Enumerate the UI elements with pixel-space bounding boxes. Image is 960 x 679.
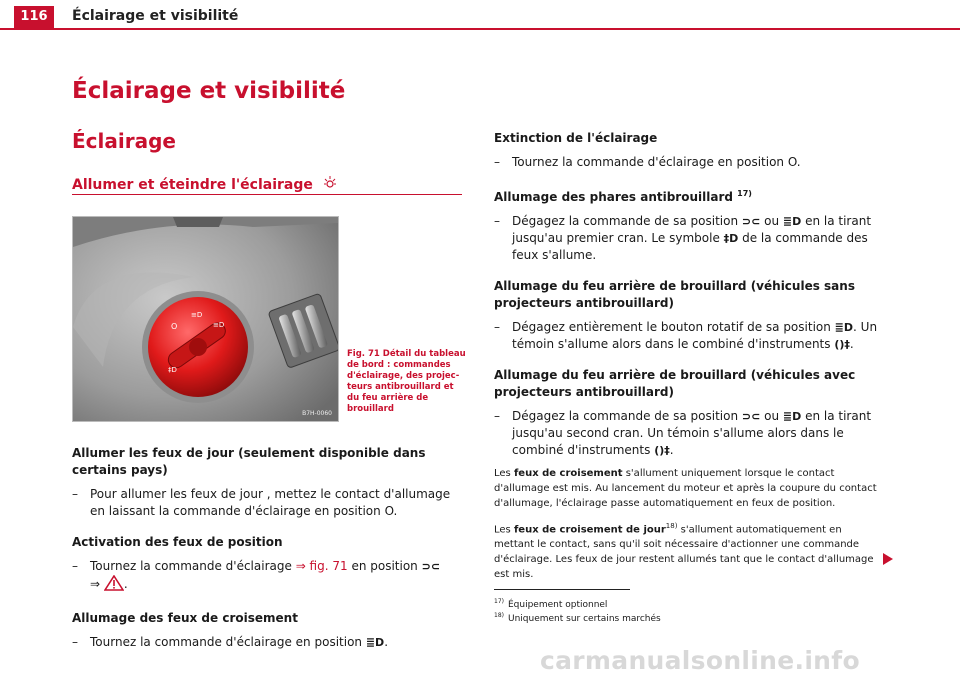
front-fog-heading-text: Allumage des phares antibrouillard xyxy=(494,190,733,204)
rear-fog-text-2: . Un témoin s'allume alors dans le combiné d'instruments xyxy=(512,320,878,351)
list-item: – Tournez la commande d'éclairage ⇒ fig. 71 en position ⊃⊂ ⇒ . xyxy=(72,558,467,596)
rear-fog-icon: ()‡ xyxy=(834,338,850,351)
next-page-arrow-icon[interactable] xyxy=(883,553,893,565)
list-item: – Tournez la commande d'éclairage en position O. xyxy=(494,155,801,169)
header-rule xyxy=(0,28,960,30)
warning-arrow: ⇒ xyxy=(90,577,101,591)
rear-fog-text: Dégagez entièrement le bouton rotatif de sa position xyxy=(512,320,835,334)
low-beam-icon: ≣D xyxy=(834,321,854,334)
subsection-rule xyxy=(72,194,462,195)
daytime-lights-heading: Allumer les feux de jour (seulement disponible dans certains pays) xyxy=(72,446,426,477)
page-number: 116 xyxy=(14,6,54,28)
running-title: Éclairage et visibilité xyxy=(72,8,239,24)
right-column xyxy=(494,130,886,459)
rear-fog-2-text-2: en la tirant jusqu'au second cran. Un témoin s'allume alors dans le combiné d'instruments xyxy=(512,409,872,457)
front-fog-icon: ‡D xyxy=(723,232,739,245)
footnote: $^{18)}$ Uniquement sur certains marchés xyxy=(494,612,661,624)
rear-fog-2-text: Dégagez la commande de sa position xyxy=(512,409,742,423)
dashboard-light-switch-figure xyxy=(72,216,339,422)
page-header xyxy=(0,0,960,28)
note-text: s'allument automatiquement en mettant le contact, sans qu'il soit nécessaire d'actionner une commande d'éclairage. Les feux de jour restent allumés tant que le contact d'allumage est mis. xyxy=(494,524,874,581)
lights-off-text: Tournez la commande d'éclairage en position O. xyxy=(512,155,801,169)
svg-text:≡D: ≡D xyxy=(213,321,225,329)
dashboard-photo xyxy=(73,217,338,421)
subsection-title-text: Allumer et éteindre l'éclairage xyxy=(72,177,313,193)
footnote-ref: 17) xyxy=(737,189,752,198)
daytime-lights-text: Pour allumer les feux de jour , mettez le contact d'allumage en laissant la commande d'éclairage en position O. xyxy=(90,487,451,518)
position-lights-text: Tournez la commande d'éclairage xyxy=(90,559,296,573)
parking-light-icon: ⊃⊂ xyxy=(741,215,761,228)
low-beam-icon: ≣D xyxy=(365,636,385,649)
position-lights-heading: Activation des feux de position xyxy=(72,535,283,549)
front-fog-text-2: en la tirant jusqu'au premier cran. Le symbole xyxy=(512,214,872,245)
parking-light-icon: ⊃⊂ xyxy=(741,410,761,423)
list-item: – Dégagez entièrement le bouton rotatif de sa position ≣D. Un témoin s'allume alors dans le combiné d'instruments ()‡. xyxy=(494,320,878,351)
parking-light-icon: ⊃⊂ xyxy=(421,560,441,573)
position-lights-text-2: en position xyxy=(347,559,422,573)
note-text: s'allument uniquement lorsque le contact d'allumage est mis. Au lancement du moteur et après la coupure du contact d'allumage, l'éclairage passe automatiquement en feux de position. xyxy=(494,468,877,509)
rear-fog-with-front-heading: Allumage du feu arrière de brouillard (véhicules avec projecteurs antibrouillard) xyxy=(494,368,856,399)
lighting-sun-icon xyxy=(322,175,338,195)
front-fog-text: Dégagez la commande de sa position xyxy=(512,214,742,228)
front-fog-text-3: de la commande des feux s'allume. xyxy=(512,231,868,262)
section-title: Éclairage xyxy=(72,129,176,153)
low-beam-icon: ≣D xyxy=(782,410,802,423)
note-bold-term: feux de croisement de jour xyxy=(513,524,666,536)
rear-fog-no-front-heading: Allumage du feu arrière de brouillard (véhicules sans projecteurs antibrouillard) xyxy=(494,279,855,310)
list-item: – Dégagez la commande de sa position ⊃⊂ ou ≣D en la tirant jusqu'au premier cran. Le symbole ‡D de la commande des feux s'allume. xyxy=(494,214,872,262)
list-item: – Tournez la commande d'éclairage en position ≣D. xyxy=(72,635,389,649)
front-fog-heading xyxy=(494,185,886,206)
warning-triangle-icon[interactable] xyxy=(104,575,124,596)
svg-text:O: O xyxy=(171,322,178,331)
footnote-rule xyxy=(494,589,630,590)
note-low-beam: Les feux de croisement s'allument uniquement lorsque le contact d'allumage est mis. Au lancement du moteur et après la coupure du contact d'allumage, l'éclairage passe automatiquement en feux de position. xyxy=(494,468,877,509)
note-bold-term: feux de croisement xyxy=(513,468,623,479)
svg-text:‡D: ‡D xyxy=(168,366,177,374)
footnote: $^{17)}$ Équipement optionnel xyxy=(494,598,608,610)
figure-code: B7H-0060 xyxy=(302,410,332,417)
low-beam-icon: ≣D xyxy=(782,215,802,228)
low-beam-text: Tournez la commande d'éclairage en position xyxy=(90,635,366,649)
left-column xyxy=(72,445,467,651)
lights-off-heading: Extinction de l'éclairage xyxy=(494,131,658,145)
list-item: – Dégagez la commande de sa position ⊃⊂ ou ≣D en la tirant jusqu'au second cran. Un témoin s'allume alors dans le combiné d'instruments ()‡. xyxy=(494,409,872,457)
chapter-title: Éclairage et visibilité xyxy=(72,78,346,104)
footnote-ref: 18) xyxy=(665,522,678,530)
list-item: – Pour allumer les feux de jour , mettez le contact d'allumage en laissant la commande d'éclairage en position O. xyxy=(72,487,451,518)
low-beam-heading: Allumage des feux de croisement xyxy=(72,611,298,625)
figure-link[interactable]: ⇒ fig. 71 xyxy=(295,559,348,573)
watermark: carmanualsonline.info xyxy=(540,646,860,675)
note-daytime: Les feux de croisement de jour$^{18)}$ s'allument automatiquement en mettant le contact, sans qu'il soit nécessaire d'actionner une commande d'éclairage. Les feux de jour restent allumés tant que le contact d'allumage est mis. xyxy=(494,522,874,581)
svg-text:≡D: ≡D xyxy=(191,311,203,319)
figure-caption: Fig. 71 Détail du tableau de bord : commandes d'éclairage, des projec-teurs antibrouillard et du feu arrière de brouillard xyxy=(347,349,466,414)
rear-fog-icon: ()‡ xyxy=(654,444,670,457)
subsection-title xyxy=(72,175,338,195)
